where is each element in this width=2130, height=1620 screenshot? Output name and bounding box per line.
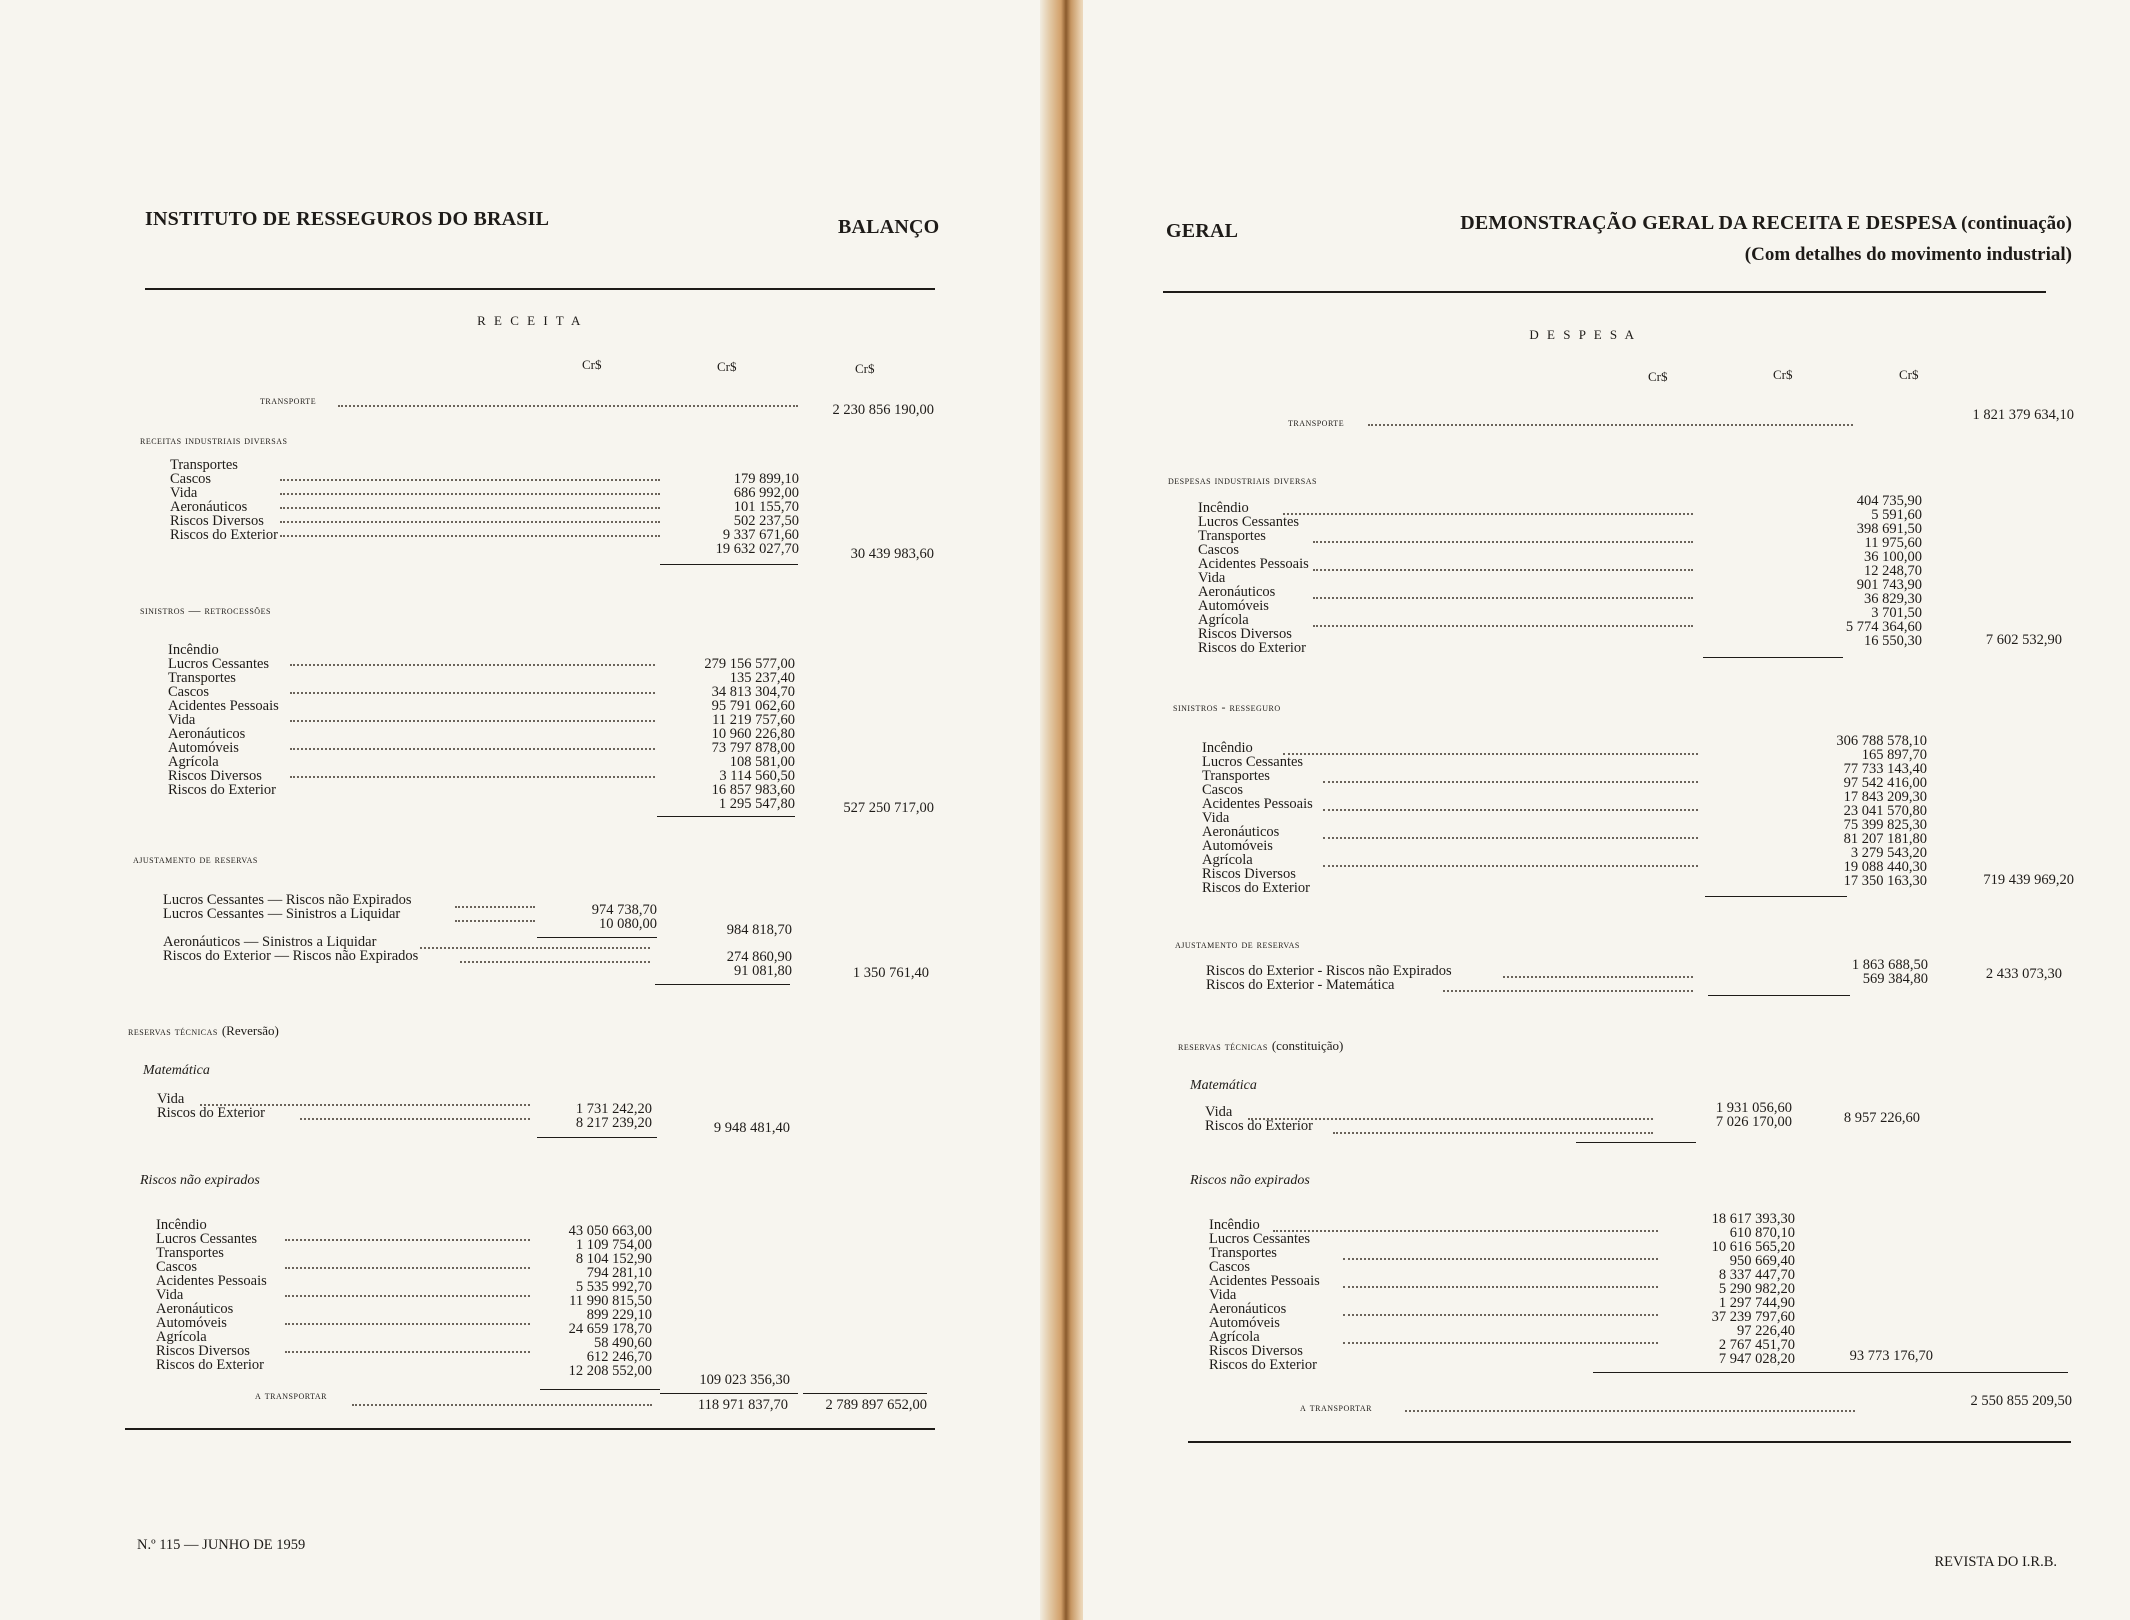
list-item-label: Riscos Diversos xyxy=(1209,1343,1303,1359)
list-item-label: Riscos do Exterior xyxy=(170,527,278,543)
leader-dots xyxy=(1323,809,1698,811)
list-item-value: 8 337 447,70 xyxy=(1718,1267,1795,1283)
list-item-label: Transportes xyxy=(156,1245,224,1261)
list-item-value: 11 219 757,60 xyxy=(712,712,795,728)
list-item-label: Cascos xyxy=(1198,542,1240,558)
list-item-label: Aeronáuticos xyxy=(1209,1301,1287,1317)
currency-header-3: Cr$ xyxy=(1899,367,1919,382)
matematica-heading: Matemática xyxy=(143,1063,210,1078)
list-item-value: 165 897,70 xyxy=(1861,747,1927,763)
list-item-value: 58 490,60 xyxy=(594,1335,652,1351)
list-item-value: 7 026 170,00 xyxy=(1715,1114,1792,1130)
leader-dots xyxy=(1503,976,1693,978)
subtotal-rule xyxy=(655,984,790,985)
list-item-value: 2 767 451,70 xyxy=(1718,1337,1795,1353)
sinistros-values xyxy=(1836,734,1927,888)
right-page xyxy=(1083,0,2130,1620)
list-item-label: Lucros Cessantes xyxy=(1202,754,1304,770)
page-heading-geral: GERAL xyxy=(1166,220,1239,242)
list-item-value: 1 931 056,60 xyxy=(1715,1100,1792,1116)
list-item-value: 502 237,50 xyxy=(733,513,799,529)
ajustamento-subtotal: 984 818,70 xyxy=(726,922,792,938)
list-item-label: Riscos Diversos xyxy=(168,768,262,784)
section-heading-despesas-industriais: despesas industriais diversas xyxy=(1168,473,1317,487)
nao-expirados-heading: Riscos não expirados xyxy=(1190,1173,1310,1188)
list-item-value: 901 743,90 xyxy=(1856,577,1922,593)
list-item-label: Aeronáuticos xyxy=(170,499,248,515)
list-item-value: 1 297 744,90 xyxy=(1718,1295,1795,1311)
leader-dots xyxy=(1343,1314,1658,1316)
ajustamento-values xyxy=(1852,958,1928,986)
ajustamento-total: 2 433 073,30 xyxy=(1985,966,2062,982)
leader-dots xyxy=(1313,625,1693,627)
header-rule xyxy=(1163,291,2046,293)
reservas-heading-suffix: (constituição) xyxy=(1271,1038,1344,1053)
list-item-value: 398 691,50 xyxy=(1856,521,1922,537)
leader-dots xyxy=(420,947,650,949)
list-item-label: Vida xyxy=(1198,570,1226,586)
list-item-value: 17 843 209,30 xyxy=(1843,789,1927,805)
receitas-industriais-total: 30 439 983,60 xyxy=(850,546,934,562)
despesas-industriais-items xyxy=(1198,501,1309,655)
list-item-label: Riscos do Exterior xyxy=(1209,1357,1317,1373)
receitas-industriais-items xyxy=(170,458,278,542)
matematica-values xyxy=(576,1102,652,1130)
leader-dots xyxy=(1273,1230,1658,1232)
list-item-value: 75 399 825,30 xyxy=(1843,817,1927,833)
list-item-value: 36 829,30 xyxy=(1864,591,1922,607)
ajustamento-items xyxy=(1206,964,1452,992)
list-item-value: 16 550,30 xyxy=(1864,633,1922,649)
sinistros-items xyxy=(1202,741,1313,895)
bottom-rule xyxy=(125,1428,935,1430)
leader-dots xyxy=(280,535,660,537)
sinistros-total: 527 250 717,00 xyxy=(843,800,934,816)
matematica-items xyxy=(157,1092,265,1120)
nao-expirados-subtotal: 109 023 356,30 xyxy=(699,1372,790,1388)
leader-dots xyxy=(460,961,650,963)
list-item-label: Automóveis xyxy=(1198,598,1269,614)
list-item-label: Cascos xyxy=(168,684,210,700)
list-item-label: Aeronáuticos xyxy=(1198,584,1276,600)
reservas-heading: reservas técnicas xyxy=(1178,1039,1268,1053)
list-item-label: Riscos do Exterior — Riscos não Expirados xyxy=(163,948,419,964)
subtotal-rule xyxy=(660,1393,798,1394)
matematica-subtotal: 9 948 481,40 xyxy=(713,1120,790,1136)
list-item-value: 108 581,00 xyxy=(729,754,795,770)
list-item-value: 1 731 242,20 xyxy=(575,1101,652,1117)
leader-dots xyxy=(455,906,535,908)
list-item-label: Riscos do Exterior xyxy=(1198,640,1306,656)
leader-dots xyxy=(1343,1286,1658,1288)
leader-dots xyxy=(338,405,798,407)
left-page xyxy=(0,0,1047,1620)
leader-dots xyxy=(1368,424,1853,426)
list-item-value: 404 735,90 xyxy=(1856,493,1922,509)
subtotal-rule xyxy=(657,816,795,817)
list-item-label: Lucros Cessantes — Riscos não Expirados xyxy=(163,892,412,908)
leader-dots xyxy=(1443,990,1693,992)
list-item-value: 1 109 754,00 xyxy=(575,1237,652,1253)
list-item-value: 1 295 547,80 xyxy=(718,796,795,812)
list-item-value: 3 279 543,20 xyxy=(1850,845,1927,861)
leader-dots xyxy=(1313,541,1693,543)
currency-header-1: Cr$ xyxy=(582,357,602,372)
section-heading-receitas-industriais: receitas industriais diversas xyxy=(140,433,288,447)
leader-dots xyxy=(300,1118,530,1120)
list-item-value: 36 100,00 xyxy=(1864,549,1922,565)
nao-expirados-subtotal: 93 773 176,70 xyxy=(1849,1348,1933,1364)
list-item-value: 179 899,10 xyxy=(733,471,799,487)
list-item-label: Lucros Cessantes xyxy=(1209,1231,1311,1247)
list-item-label: Riscos Diversos xyxy=(1198,626,1292,642)
list-item-label: Riscos do Exterior - Riscos não Expirados xyxy=(1206,963,1452,979)
list-item-label: Incêndio xyxy=(168,642,219,658)
list-item-value: 12 248,70 xyxy=(1864,563,1922,579)
list-item-value: 18 617 393,30 xyxy=(1711,1211,1795,1227)
subtotal-rule xyxy=(540,1389,660,1390)
leader-dots xyxy=(280,479,660,481)
reservas-heading: reservas técnicas xyxy=(128,1024,218,1038)
list-item-label: Lucros Cessantes xyxy=(156,1231,258,1247)
list-item-value: 3 114 560,50 xyxy=(719,768,795,784)
currency-header-2: Cr$ xyxy=(1773,367,1793,382)
list-item-value: 306 788 578,10 xyxy=(1836,733,1927,749)
list-item-label: Riscos Diversos xyxy=(1202,866,1296,882)
list-item-value: 5 774 364,60 xyxy=(1845,619,1922,635)
magazine-footer: REVISTA DO I.R.B. xyxy=(1934,1554,2057,1570)
subtotal-rule xyxy=(537,937,657,938)
reservas-heading-suffix: (Reversão) xyxy=(221,1023,279,1038)
list-item-label: Cascos xyxy=(1209,1259,1251,1275)
list-item-value: 11 990 815,50 xyxy=(569,1293,652,1309)
list-item-value: 97 226,40 xyxy=(1737,1323,1795,1339)
list-item-label: Acidentes Pessoais xyxy=(1209,1273,1320,1289)
leader-dots xyxy=(1405,1410,1855,1412)
list-item-value: 7 947 028,20 xyxy=(1718,1351,1795,1367)
list-item-label: Acidentes Pessoais xyxy=(168,698,279,714)
list-item-value: 73 797 878,00 xyxy=(711,740,795,756)
list-item-value: 12 208 552,00 xyxy=(568,1363,652,1379)
list-item-label: Aeronáuticos xyxy=(1202,824,1280,840)
list-item-label: Vida xyxy=(168,712,196,728)
total-rule xyxy=(803,1393,927,1394)
currency-header-1: Cr$ xyxy=(1648,369,1668,384)
list-item-value: 19 632 027,70 xyxy=(715,541,799,557)
ajustamento-values xyxy=(592,903,657,931)
list-item-label: Agrícola xyxy=(156,1329,207,1345)
a-transportar-total: 2 550 855 209,50 xyxy=(1970,1393,2072,1409)
list-item-label: Riscos Diversos xyxy=(156,1343,250,1359)
leader-dots xyxy=(1283,513,1693,515)
list-item-value: 10 960 226,80 xyxy=(711,726,795,742)
subtotal-rule xyxy=(1708,995,1850,996)
transporte-label: transporte xyxy=(1288,415,1345,429)
list-item-label: Vida xyxy=(170,485,198,501)
list-item-label: Automóveis xyxy=(1209,1315,1280,1331)
list-item-label: Vida xyxy=(156,1287,184,1303)
list-item-label: Acidentes Pessoais xyxy=(156,1273,267,1289)
list-item-value: 612 246,70 xyxy=(586,1349,652,1365)
leader-dots xyxy=(1343,1258,1658,1260)
list-item-label: Transportes xyxy=(1198,528,1266,544)
list-item-label: Agrícola xyxy=(1202,852,1253,868)
leader-dots xyxy=(1313,597,1693,599)
leader-dots xyxy=(280,507,660,509)
list-item-label: Incêndio xyxy=(1198,500,1249,516)
list-item-label: Incêndio xyxy=(1202,740,1253,756)
statement-subtitle: (Com detalhes do movimento industrial) xyxy=(1744,244,2072,265)
nao-expirados-items xyxy=(1209,1218,1320,1372)
despesas-industriais-values xyxy=(1846,494,1922,648)
list-item-label: Acidentes Pessoais xyxy=(1198,556,1309,572)
sinistros-items xyxy=(168,643,279,797)
leader-dots xyxy=(280,493,660,495)
ajustamento-items xyxy=(163,893,411,921)
list-item-value: 23 041 570,80 xyxy=(1843,803,1927,819)
list-item-label: Incêndio xyxy=(1209,1217,1260,1233)
receitas-industriais-values xyxy=(716,472,799,556)
list-item-label: Riscos do Exterior xyxy=(157,1105,265,1121)
section-title-despesa: D E S P E S A xyxy=(1529,327,1637,342)
leader-dots xyxy=(200,1104,530,1106)
list-item-value: 16 857 983,60 xyxy=(711,782,795,798)
a-transportar-col3: 2 789 897 652,00 xyxy=(825,1397,927,1413)
a-transportar-label: a transportar xyxy=(255,1388,327,1402)
list-item-label: Lucros Cessantes — Sinistros a Liquidar xyxy=(163,906,401,922)
list-item-value: 8 217 239,20 xyxy=(575,1115,652,1131)
list-item-label: Agrícola xyxy=(1209,1329,1260,1345)
list-item-value: 24 659 178,70 xyxy=(568,1321,652,1337)
list-item-label: Transportes xyxy=(168,670,236,686)
statement-title-text: DEMONSTRAÇÃO GERAL DA RECEITA E DESPESA xyxy=(1460,212,1958,234)
leader-dots xyxy=(285,1267,530,1269)
leader-dots xyxy=(352,1404,652,1406)
issue-footer: N.º 115 — JUNHO DE 1959 xyxy=(137,1537,306,1553)
leader-dots xyxy=(290,720,655,722)
list-item-label: Cascos xyxy=(1202,782,1244,798)
ajustamento-values-2 xyxy=(727,950,792,978)
list-item-label: Riscos do Exterior xyxy=(156,1357,264,1373)
nao-expirados-values xyxy=(1712,1212,1795,1366)
list-item-label: Riscos do Exterior xyxy=(168,782,276,798)
subtotal-rule xyxy=(537,1137,657,1138)
leader-dots xyxy=(285,1323,530,1325)
transporte-label: transporte xyxy=(260,393,317,407)
list-item-label: Vida xyxy=(1205,1104,1233,1120)
header-rule xyxy=(145,288,935,290)
list-item-value: 10 616 565,20 xyxy=(1711,1239,1795,1255)
list-item-value: 794 281,10 xyxy=(586,1265,652,1281)
leader-dots xyxy=(1323,837,1698,839)
leader-dots xyxy=(1333,1132,1653,1134)
matematica-subtotal: 8 957 226,60 xyxy=(1843,1110,1920,1126)
a-transportar-label: a transportar xyxy=(1300,1400,1372,1414)
list-item-value: 77 733 143,40 xyxy=(1843,761,1927,777)
list-item-value: 5 290 982,20 xyxy=(1718,1281,1795,1297)
list-item-value: 34 813 304,70 xyxy=(711,684,795,700)
list-item-label: Incêndio xyxy=(156,1217,207,1233)
list-item-value: 1 863 688,50 xyxy=(1851,957,1928,973)
leader-dots xyxy=(290,692,655,694)
list-item-value: 17 350 163,30 xyxy=(1843,873,1927,889)
list-item-value: 43 050 663,00 xyxy=(568,1223,652,1239)
statement-title xyxy=(1460,212,2072,235)
leader-dots xyxy=(285,1239,530,1241)
nao-expirados-values xyxy=(569,1224,652,1378)
a-transportar-col2: 118 971 837,70 xyxy=(697,1397,788,1413)
leader-dots xyxy=(455,920,535,922)
leader-dots xyxy=(290,748,655,750)
list-item-label: Transportes xyxy=(1209,1245,1277,1261)
sinistros-total: 719 439 969,20 xyxy=(1983,872,2074,888)
list-item-label: Riscos Diversos xyxy=(170,513,264,529)
list-item-value: 686 992,00 xyxy=(733,485,799,501)
list-item-value: 279 156 577,00 xyxy=(704,656,795,672)
list-item-label: Lucros Cessantes xyxy=(1198,514,1300,530)
list-item-value: 11 975,60 xyxy=(1864,535,1922,551)
list-item-value: 5 591,60 xyxy=(1871,507,1922,523)
list-item-value: 274 860,90 xyxy=(726,949,792,965)
matematica-heading: Matemática xyxy=(1190,1078,1257,1093)
ajustamento-total: 1 350 761,40 xyxy=(852,965,929,981)
list-item-label: Vida xyxy=(157,1091,185,1107)
section-heading-reservas xyxy=(1178,1037,1343,1055)
nao-expirados-heading: Riscos não expirados xyxy=(140,1173,260,1188)
list-item-label: Riscos do Exterior xyxy=(1202,880,1310,896)
list-item-value: 91 081,80 xyxy=(734,963,792,979)
subtotal-rule xyxy=(1703,657,1843,658)
leader-dots xyxy=(290,776,655,778)
list-item-value: 899 229,10 xyxy=(586,1307,652,1323)
list-item-label: Riscos do Exterior xyxy=(1205,1118,1313,1134)
bottom-rule xyxy=(1188,1441,2071,1443)
list-item-value: 569 384,80 xyxy=(1862,971,1928,987)
list-item-label: Riscos do Exterior - Matemática xyxy=(1206,977,1395,993)
transporte-total: 1 821 379 634,10 xyxy=(1972,407,2074,423)
list-item-label: Automóveis xyxy=(156,1315,227,1331)
subtotal-rule xyxy=(1705,896,1847,897)
leader-dots xyxy=(290,664,655,666)
leader-dots xyxy=(1323,781,1698,783)
list-item-value: 950 669,40 xyxy=(1729,1253,1795,1269)
list-item-value: 19 088 440,30 xyxy=(1843,859,1927,875)
subtotal-rule xyxy=(1576,1142,1696,1143)
leader-dots xyxy=(1343,1342,1658,1344)
list-item-value: 97 542 416,00 xyxy=(1843,775,1927,791)
list-item-label: Lucros Cessantes xyxy=(168,656,270,672)
page-heading-balanco: BALANÇO xyxy=(838,216,940,238)
section-heading-sinistros: sinistros - resseguro xyxy=(1173,700,1281,714)
leader-dots xyxy=(1313,569,1693,571)
list-item-label: Aeronáuticos — Sinistros a Liquidar xyxy=(163,934,377,950)
list-item-value: 610 870,10 xyxy=(1729,1225,1795,1241)
section-title-receita: R E C E I T A xyxy=(477,313,583,328)
list-item-value: 37 239 797,60 xyxy=(1711,1309,1795,1325)
list-item-value: 8 104 152,90 xyxy=(575,1251,652,1267)
transporte-total: 2 230 856 190,00 xyxy=(832,402,934,418)
list-item-label: Cascos xyxy=(170,471,212,487)
list-item-label: Vida xyxy=(1209,1287,1237,1303)
list-item-label: Agrícola xyxy=(168,754,219,770)
list-item-label: Automóveis xyxy=(1202,838,1273,854)
matematica-values xyxy=(1716,1101,1792,1129)
list-item-value: 9 337 671,60 xyxy=(722,527,799,543)
sinistros-values xyxy=(704,657,795,811)
list-item-label: Cascos xyxy=(156,1259,198,1275)
leader-dots xyxy=(285,1351,530,1353)
list-item-label: Agrícola xyxy=(1198,612,1249,628)
list-item-value: 101 155,70 xyxy=(733,499,799,515)
list-item-value: 974 738,70 xyxy=(591,902,657,918)
section-heading-sinistros: sinistros — retrocessões xyxy=(140,603,271,617)
despesas-industriais-total: 7 602 532,90 xyxy=(1985,632,2062,648)
leader-dots xyxy=(1248,1118,1653,1120)
statement-title-suffix: (continuação) xyxy=(1961,213,2072,234)
nao-expirados-items xyxy=(156,1218,267,1372)
ajustamento-items-2 xyxy=(163,935,418,963)
leader-dots xyxy=(1283,753,1698,755)
list-item-value: 95 791 062,60 xyxy=(711,698,795,714)
list-item-value: 135 237,40 xyxy=(729,670,795,686)
section-heading-reservas xyxy=(128,1022,279,1040)
list-item-label: Acidentes Pessoais xyxy=(1202,796,1313,812)
leader-dots xyxy=(285,1295,530,1297)
total-rule xyxy=(1593,1372,2068,1373)
list-item-label: Automóveis xyxy=(168,740,239,756)
list-item-value: 81 207 181,80 xyxy=(1843,831,1927,847)
list-item-label: Transportes xyxy=(1202,768,1270,784)
publisher-title: INSTITUTO DE RESSEGUROS DO BRASIL xyxy=(145,208,550,230)
list-item-label: Transportes xyxy=(170,457,238,473)
currency-header-2: Cr$ xyxy=(717,359,737,374)
list-item-value: 10 080,00 xyxy=(599,916,657,932)
section-heading-ajustamento: ajustamento de reservas xyxy=(1175,937,1300,951)
section-heading-ajustamento: ajustamento de reservas xyxy=(133,852,258,866)
currency-header-3: Cr$ xyxy=(855,361,875,376)
list-item-label: Vida xyxy=(1202,810,1230,826)
leader-dots xyxy=(1323,865,1698,867)
list-item-value: 3 701,50 xyxy=(1871,605,1922,621)
list-item-value: 5 535 992,70 xyxy=(575,1279,652,1295)
list-item-label: Aeronáuticos xyxy=(156,1301,234,1317)
list-item-label: Aeronáuticos xyxy=(168,726,246,742)
leader-dots xyxy=(280,521,660,523)
subtotal-rule xyxy=(660,564,798,565)
